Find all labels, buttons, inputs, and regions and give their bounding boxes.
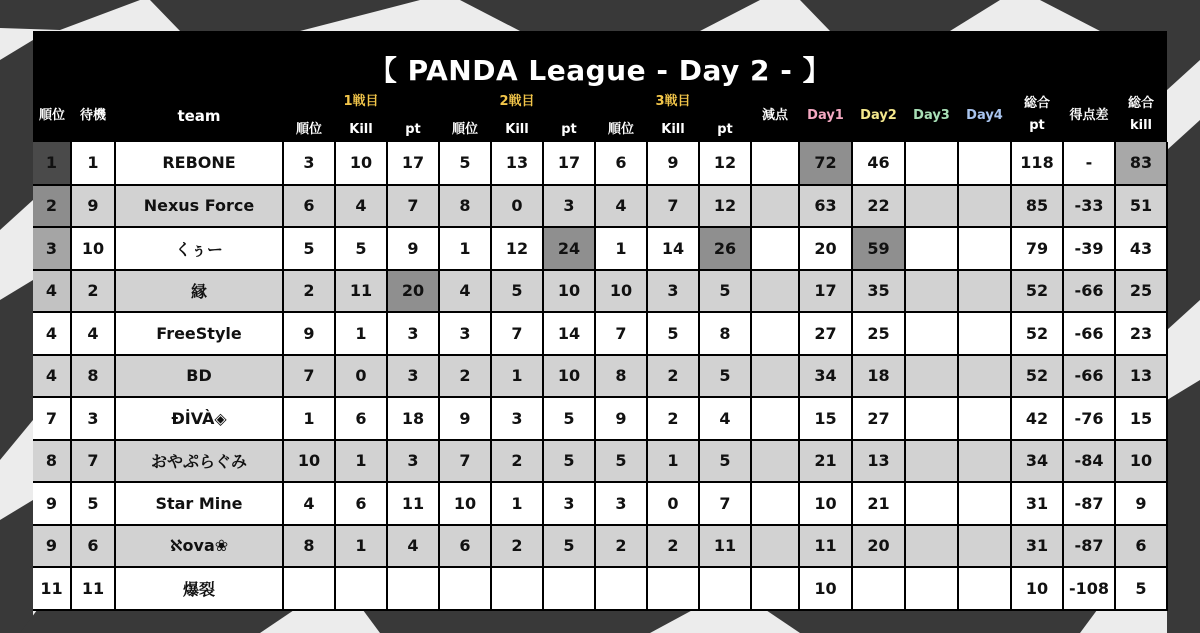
day2-pt	[852, 567, 905, 610]
team-name: BD	[115, 355, 283, 398]
game1-rank: 9	[283, 312, 335, 355]
day4-pt	[958, 312, 1011, 355]
total-pt: 118	[1011, 142, 1063, 185]
day4-pt	[958, 227, 1011, 270]
team-name: ĐİVÀ◈	[115, 397, 283, 440]
game1-kill: 1	[335, 525, 387, 568]
day4-pt	[958, 482, 1011, 525]
game2-rank: 2	[439, 355, 491, 398]
header-total-kill-bottom: kill	[1129, 118, 1152, 133]
penalty-cell	[751, 270, 799, 313]
header-day3: Day3	[913, 108, 950, 123]
day1-pt: 34	[799, 355, 852, 398]
game3-kill	[647, 567, 699, 610]
game1-rank: 1	[283, 397, 335, 440]
day2-pt: 21	[852, 482, 905, 525]
game3-pt	[699, 567, 751, 610]
day3-pt	[905, 185, 958, 228]
header-day1: Day1	[807, 108, 844, 123]
game1-rank: 3	[283, 142, 335, 185]
game2-kill	[491, 567, 543, 610]
header-game3: 3戦目	[655, 94, 691, 109]
game3-pt: 11	[699, 525, 751, 568]
point-diff: -39	[1063, 227, 1115, 270]
day2-pt: 25	[852, 312, 905, 355]
game1-pt: 3	[387, 440, 439, 483]
total-pt: 52	[1011, 312, 1063, 355]
rank-cell: 1	[33, 142, 71, 185]
header-g2-pt: pt	[561, 122, 577, 137]
game3-rank: 6	[595, 142, 647, 185]
game3-rank: 1	[595, 227, 647, 270]
total-kill: 13	[1115, 355, 1167, 398]
game2-pt: 10	[543, 270, 595, 313]
game1-rank: 5	[283, 227, 335, 270]
rank-cell: 9	[33, 482, 71, 525]
table-row	[33, 227, 1167, 270]
header-g1-kill: Kill	[349, 122, 373, 137]
game3-pt: 26	[699, 227, 751, 270]
game2-kill: 13	[491, 142, 543, 185]
day1-pt: 10	[799, 567, 852, 610]
team-name: 爆裂	[115, 567, 283, 610]
table-row	[33, 185, 1167, 228]
game1-rank	[283, 567, 335, 610]
game2-kill: 1	[491, 482, 543, 525]
game3-pt: 5	[699, 440, 751, 483]
team-name: FreeStyle	[115, 312, 283, 355]
day3-pt	[905, 355, 958, 398]
game2-rank: 7	[439, 440, 491, 483]
total-kill: 15	[1115, 397, 1167, 440]
day2-pt: 20	[852, 525, 905, 568]
day3-pt	[905, 312, 958, 355]
penalty-cell	[751, 567, 799, 610]
table-row	[33, 355, 1167, 398]
rank-cell: 3	[33, 227, 71, 270]
game2-kill: 1	[491, 355, 543, 398]
game2-pt: 3	[543, 482, 595, 525]
rank-cell: 8	[33, 440, 71, 483]
game3-rank: 7	[595, 312, 647, 355]
page-title: 【 PANDA League - Day 2 - 】	[368, 54, 832, 87]
team-name: Nexus Force	[115, 185, 283, 228]
game1-kill: 1	[335, 440, 387, 483]
team-name: REBONE	[115, 142, 283, 185]
game2-pt: 17	[543, 142, 595, 185]
rank-cell: 4	[33, 312, 71, 355]
penalty-cell	[751, 440, 799, 483]
day4-pt	[958, 185, 1011, 228]
day1-pt: 63	[799, 185, 852, 228]
game1-kill: 5	[335, 227, 387, 270]
game2-pt: 24	[543, 227, 595, 270]
header-rank: 順位	[38, 108, 65, 123]
point-diff: -33	[1063, 185, 1115, 228]
game2-kill: 12	[491, 227, 543, 270]
rank-cell: 4	[33, 355, 71, 398]
day3-pt	[905, 270, 958, 313]
game2-pt: 5	[543, 525, 595, 568]
total-pt: 79	[1011, 227, 1063, 270]
game3-pt: 12	[699, 185, 751, 228]
day3-pt	[905, 482, 958, 525]
day2-pt: 35	[852, 270, 905, 313]
game2-rank	[439, 567, 491, 610]
header-g3-kill: Kill	[661, 122, 685, 137]
day2-pt: 27	[852, 397, 905, 440]
game3-kill: 0	[647, 482, 699, 525]
total-kill: 10	[1115, 440, 1167, 483]
header-g2-kill: Kill	[505, 122, 529, 137]
header-penalty: 減点	[761, 108, 788, 123]
game2-pt: 3	[543, 185, 595, 228]
header-g2-rank: 順位	[451, 122, 478, 137]
penalty-cell	[751, 397, 799, 440]
game3-kill: 7	[647, 185, 699, 228]
game3-pt: 4	[699, 397, 751, 440]
game1-pt: 3	[387, 312, 439, 355]
game1-pt: 18	[387, 397, 439, 440]
day1-pt: 10	[799, 482, 852, 525]
day2-pt: 46	[852, 142, 905, 185]
penalty-cell	[751, 185, 799, 228]
game2-kill: 2	[491, 440, 543, 483]
wait-cell: 8	[71, 355, 115, 398]
game1-rank: 4	[283, 482, 335, 525]
total-pt: 31	[1011, 482, 1063, 525]
game3-kill: 3	[647, 270, 699, 313]
game2-kill: 0	[491, 185, 543, 228]
game3-rank	[595, 567, 647, 610]
header-total-pt-bottom: pt	[1029, 118, 1045, 133]
game2-pt: 5	[543, 440, 595, 483]
game3-pt: 7	[699, 482, 751, 525]
game3-rank: 10	[595, 270, 647, 313]
point-diff: -	[1063, 142, 1115, 185]
penalty-cell	[751, 525, 799, 568]
game1-pt: 20	[387, 270, 439, 313]
game2-rank: 10	[439, 482, 491, 525]
game2-pt: 5	[543, 397, 595, 440]
penalty-cell	[751, 142, 799, 185]
game1-pt: 11	[387, 482, 439, 525]
day4-pt	[958, 270, 1011, 313]
game3-kill: 5	[647, 312, 699, 355]
game2-pt: 14	[543, 312, 595, 355]
game2-rank: 1	[439, 227, 491, 270]
rank-cell: 11	[33, 567, 71, 610]
total-pt: 10	[1011, 567, 1063, 610]
day1-pt: 27	[799, 312, 852, 355]
point-diff: -66	[1063, 312, 1115, 355]
header-diff: 得点差	[1069, 108, 1109, 123]
wait-cell: 1	[71, 142, 115, 185]
game1-kill: 1	[335, 312, 387, 355]
table-row	[33, 312, 1167, 355]
game1-kill: 0	[335, 355, 387, 398]
game1-pt: 7	[387, 185, 439, 228]
wait-cell: 3	[71, 397, 115, 440]
wait-cell: 5	[71, 482, 115, 525]
header-g3-rank: 順位	[607, 122, 634, 137]
team-name: Star Mine	[115, 482, 283, 525]
total-kill: 51	[1115, 185, 1167, 228]
day1-pt: 17	[799, 270, 852, 313]
day1-pt: 21	[799, 440, 852, 483]
game3-pt: 12	[699, 142, 751, 185]
day3-pt	[905, 440, 958, 483]
total-pt: 85	[1011, 185, 1063, 228]
wait-cell: 7	[71, 440, 115, 483]
game1-pt: 4	[387, 525, 439, 568]
game3-rank: 9	[595, 397, 647, 440]
game3-kill: 9	[647, 142, 699, 185]
header-team: team	[177, 107, 221, 125]
game2-kill: 5	[491, 270, 543, 313]
standings-table	[33, 142, 1168, 611]
table-row	[33, 567, 1167, 610]
table-row	[33, 525, 1167, 568]
day3-pt	[905, 227, 958, 270]
header-g1-pt: pt	[405, 122, 421, 137]
game2-pt	[543, 567, 595, 610]
game3-rank: 2	[595, 525, 647, 568]
total-kill: 6	[1115, 525, 1167, 568]
game2-rank: 4	[439, 270, 491, 313]
day4-pt	[958, 525, 1011, 568]
day3-pt	[905, 525, 958, 568]
header-total-kill-top: 総合	[1127, 96, 1154, 111]
game2-kill: 3	[491, 397, 543, 440]
game2-rank: 6	[439, 525, 491, 568]
day2-pt: 22	[852, 185, 905, 228]
game1-rank: 7	[283, 355, 335, 398]
header-game1: 1戦目	[343, 94, 379, 109]
table-row	[33, 482, 1167, 525]
header-total-pt-top: 総合	[1023, 96, 1050, 111]
total-pt: 42	[1011, 397, 1063, 440]
rank-cell: 2	[33, 185, 71, 228]
game3-pt: 5	[699, 270, 751, 313]
wait-cell: 4	[71, 312, 115, 355]
team-name: くぅー	[115, 227, 283, 270]
game3-rank: 4	[595, 185, 647, 228]
day4-pt	[958, 142, 1011, 185]
header-wait: 待機	[79, 108, 106, 123]
day1-pt: 11	[799, 525, 852, 568]
point-diff: -108	[1063, 567, 1115, 610]
game3-kill: 14	[647, 227, 699, 270]
rank-cell: 9	[33, 525, 71, 568]
day3-pt	[905, 567, 958, 610]
day2-pt: 18	[852, 355, 905, 398]
point-diff: -66	[1063, 355, 1115, 398]
total-pt: 31	[1011, 525, 1063, 568]
total-kill: 83	[1115, 142, 1167, 185]
day4-pt	[958, 440, 1011, 483]
game3-pt: 5	[699, 355, 751, 398]
day3-pt	[905, 142, 958, 185]
game1-kill	[335, 567, 387, 610]
game1-rank: 8	[283, 525, 335, 568]
header-g3-pt: pt	[717, 122, 733, 137]
header-game2: 2戦目	[499, 94, 535, 109]
wait-cell: 2	[71, 270, 115, 313]
day1-pt: 72	[799, 142, 852, 185]
game3-kill: 1	[647, 440, 699, 483]
game2-rank: 3	[439, 312, 491, 355]
point-diff: -87	[1063, 525, 1115, 568]
game1-kill: 6	[335, 482, 387, 525]
team-name: ℵova❀	[115, 525, 283, 568]
game1-pt	[387, 567, 439, 610]
day4-pt	[958, 567, 1011, 610]
game1-kill: 10	[335, 142, 387, 185]
wait-cell: 6	[71, 525, 115, 568]
game1-kill: 4	[335, 185, 387, 228]
game1-rank: 10	[283, 440, 335, 483]
point-diff: -66	[1063, 270, 1115, 313]
total-pt: 52	[1011, 355, 1063, 398]
table-row	[33, 397, 1167, 440]
table-row	[33, 440, 1167, 483]
standings-board	[33, 31, 1167, 606]
point-diff: -87	[1063, 482, 1115, 525]
game2-kill: 2	[491, 525, 543, 568]
wait-cell: 11	[71, 567, 115, 610]
game1-kill: 11	[335, 270, 387, 313]
total-pt: 52	[1011, 270, 1063, 313]
point-diff: -84	[1063, 440, 1115, 483]
day1-pt: 20	[799, 227, 852, 270]
game1-pt: 17	[387, 142, 439, 185]
game2-rank: 9	[439, 397, 491, 440]
total-kill: 9	[1115, 482, 1167, 525]
day3-pt	[905, 397, 958, 440]
total-kill: 23	[1115, 312, 1167, 355]
header-day2: Day2	[860, 108, 897, 123]
table-row	[33, 142, 1167, 185]
day1-pt: 15	[799, 397, 852, 440]
game2-rank: 5	[439, 142, 491, 185]
header-g1-rank: 順位	[295, 122, 322, 137]
day4-pt	[958, 355, 1011, 398]
game2-kill: 7	[491, 312, 543, 355]
day2-pt: 59	[852, 227, 905, 270]
game3-kill: 2	[647, 397, 699, 440]
penalty-cell	[751, 482, 799, 525]
table-row	[33, 270, 1167, 313]
penalty-cell	[751, 312, 799, 355]
total-kill: 43	[1115, 227, 1167, 270]
total-kill: 5	[1115, 567, 1167, 610]
game2-pt: 10	[543, 355, 595, 398]
penalty-cell	[751, 227, 799, 270]
rank-cell: 4	[33, 270, 71, 313]
header-day4: Day4	[966, 108, 1003, 123]
rank-cell: 7	[33, 397, 71, 440]
game3-kill: 2	[647, 525, 699, 568]
team-name: おやぷらぐみ	[115, 440, 283, 483]
game3-rank: 8	[595, 355, 647, 398]
game2-rank: 8	[439, 185, 491, 228]
game1-pt: 3	[387, 355, 439, 398]
game1-rank: 2	[283, 270, 335, 313]
day2-pt: 13	[852, 440, 905, 483]
day4-pt	[958, 397, 1011, 440]
point-diff: -76	[1063, 397, 1115, 440]
game1-kill: 6	[335, 397, 387, 440]
team-name: 縁	[115, 270, 283, 313]
game3-pt: 8	[699, 312, 751, 355]
game3-rank: 3	[595, 482, 647, 525]
penalty-cell	[751, 355, 799, 398]
wait-cell: 10	[71, 227, 115, 270]
game3-rank: 5	[595, 440, 647, 483]
game3-kill: 2	[647, 355, 699, 398]
wait-cell: 9	[71, 185, 115, 228]
total-kill: 25	[1115, 270, 1167, 313]
total-pt: 34	[1011, 440, 1063, 483]
game1-pt: 9	[387, 227, 439, 270]
game1-rank: 6	[283, 185, 335, 228]
